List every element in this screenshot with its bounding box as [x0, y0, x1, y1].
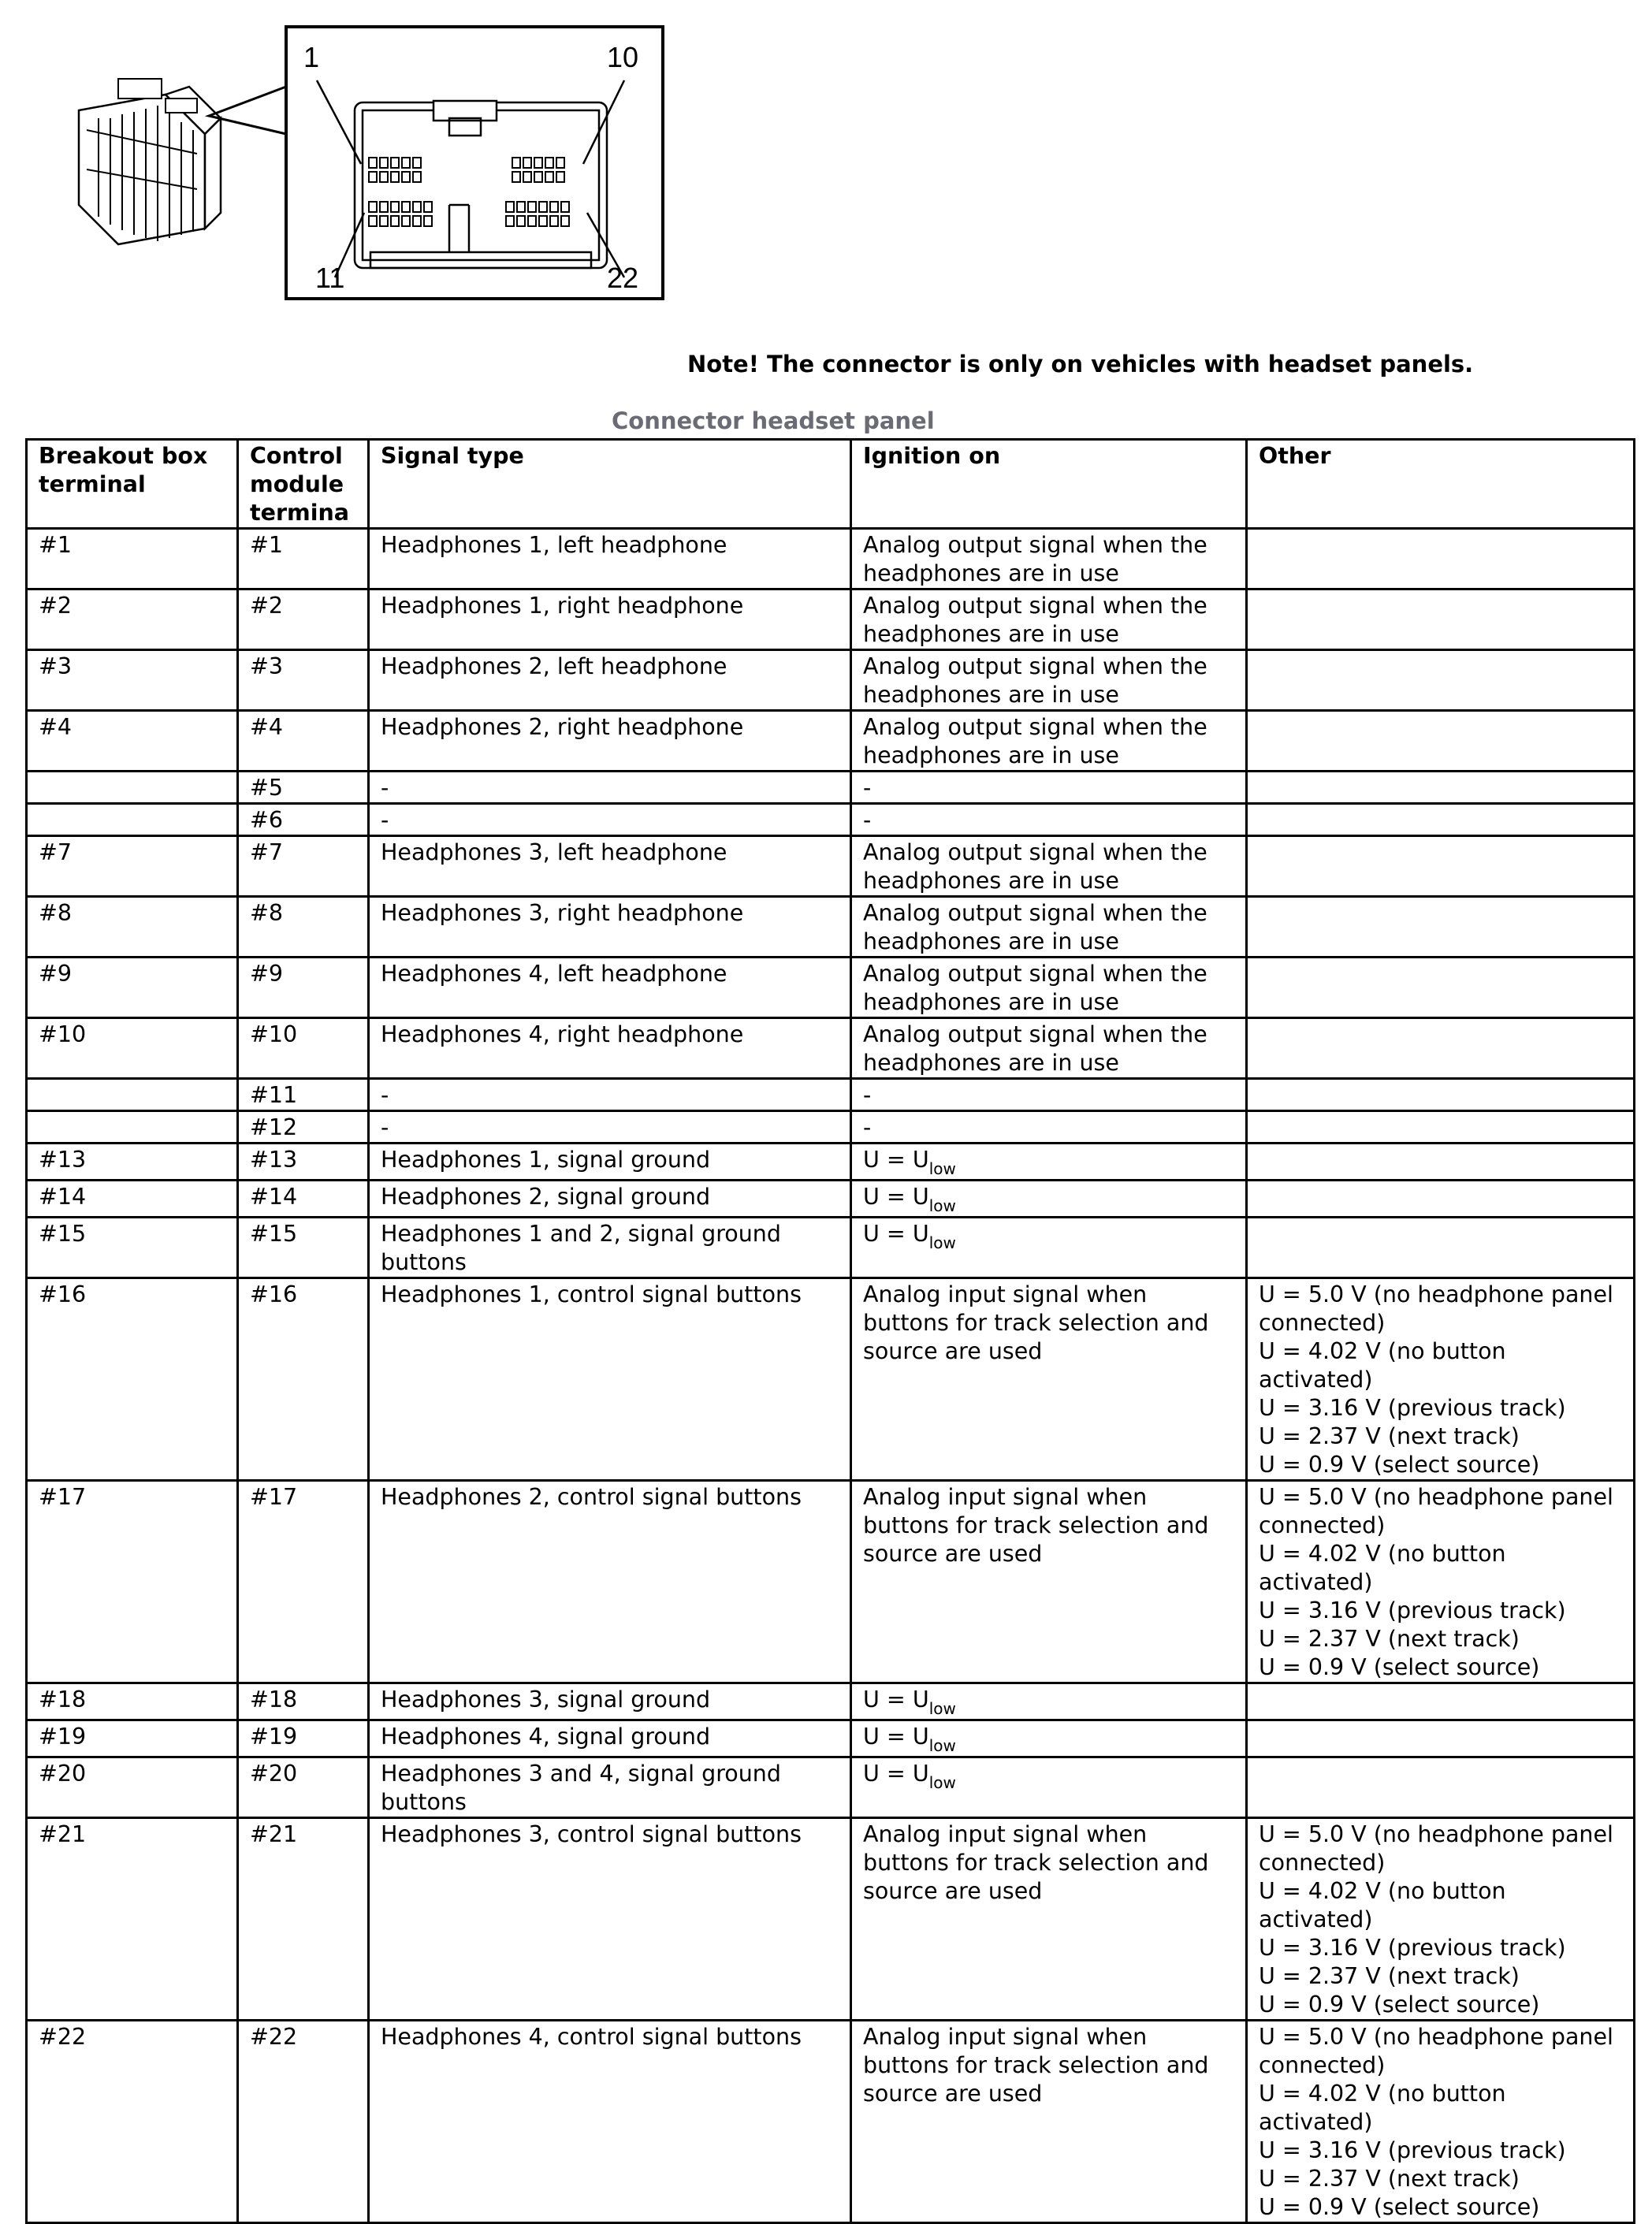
cell-ignition-on: Analog output signal when the headphones are in use — [851, 589, 1247, 650]
pin-cavity — [413, 216, 421, 226]
pin-cavity — [369, 202, 377, 212]
header-breakout-box-terminal: Breakout box terminal — [27, 440, 238, 529]
table-row — [27, 1144, 1635, 1181]
pin-cavity — [556, 172, 564, 182]
other-voltage-line: U = 4.02 V (no button activated) — [1259, 1338, 1506, 1393]
pin-cavity — [523, 158, 531, 168]
cell-signal-type: - — [369, 1111, 851, 1144]
ignition-value: U = U — [863, 1724, 929, 1750]
cell-module-terminal: #15 — [238, 1218, 369, 1278]
cell-breakout-terminal: #8 — [27, 897, 238, 958]
pin-cavity — [545, 158, 553, 168]
ignition-value: U = U — [863, 1761, 929, 1787]
ignition-subscript: low — [928, 1159, 956, 1178]
cell-ignition-on: Analog output signal when the headphones are in use — [851, 529, 1247, 589]
pin-label-22: 22 — [607, 262, 639, 294]
cell-signal-type: Headphones 3 and 4, signal ground buttons — [369, 1757, 851, 1818]
cell-other — [1247, 650, 1635, 711]
pin-cavity — [380, 216, 388, 226]
cell-breakout-terminal: #19 — [27, 1720, 238, 1757]
cell-breakout-terminal: #9 — [27, 958, 238, 1018]
table-row — [27, 1018, 1635, 1079]
pin-cavity — [539, 202, 547, 212]
cell-other — [1247, 1018, 1635, 1079]
other-voltage-line: U = 2.37 V (next track) — [1259, 2166, 1520, 2192]
table-row — [27, 1278, 1635, 1481]
pin-label-1: 1 — [303, 41, 320, 73]
other-voltage-line: U = 3.16 V (previous track) — [1259, 1395, 1566, 1421]
pin-label-11: 11 — [315, 262, 345, 294]
cell-other — [1247, 1481, 1635, 1683]
cell-module-terminal: #2 — [238, 589, 369, 650]
pin-cavity — [517, 216, 525, 226]
cell-other — [1247, 1079, 1635, 1111]
connector-diagram — [63, 24, 678, 307]
cell-signal-type: Headphones 1 and 2, signal ground buttons — [369, 1218, 851, 1278]
cell-module-terminal: #10 — [238, 1018, 369, 1079]
table-header-row — [27, 440, 1635, 529]
cell-other — [1247, 958, 1635, 1018]
pin-cavity — [528, 202, 536, 212]
cell-signal-type: Headphones 2, left headphone — [369, 650, 851, 711]
cell-other — [1247, 836, 1635, 897]
cell-breakout-terminal: #1 — [27, 529, 238, 589]
cell-other — [1247, 1218, 1635, 1278]
cell-signal-type: Headphones 3, control signal buttons — [369, 1818, 851, 2021]
cell-module-terminal: #21 — [238, 1818, 369, 2021]
cell-other — [1247, 897, 1635, 958]
cell-other — [1247, 1818, 1635, 2021]
pin-cavity — [561, 202, 569, 212]
cell-breakout-terminal: #18 — [27, 1683, 238, 1720]
other-voltage-line: U = 4.02 V (no button activated) — [1259, 2081, 1506, 2135]
pin-cavity — [539, 216, 547, 226]
other-voltage-line: U = 0.9 V (select source) — [1259, 1992, 1540, 2018]
pin-cavity — [424, 202, 432, 212]
pin-cavity — [402, 158, 410, 168]
table-row — [27, 958, 1635, 1018]
cell-signal-type: Headphones 3, left headphone — [369, 836, 851, 897]
cell-signal-type: Headphones 3, signal ground — [369, 1683, 851, 1720]
cell-signal-type: Headphones 4, right headphone — [369, 1018, 851, 1079]
pin-cavity — [402, 172, 410, 182]
cell-breakout-terminal — [27, 1079, 238, 1111]
cell-breakout-terminal — [27, 1111, 238, 1144]
cell-signal-type: Headphones 4, control signal buttons — [369, 2021, 851, 2223]
cell-module-terminal: #18 — [238, 1683, 369, 1720]
pin-cavity — [545, 172, 553, 182]
other-voltage-line: U = 0.9 V (select source) — [1259, 1452, 1540, 1478]
cell-module-terminal: #22 — [238, 2021, 369, 2223]
pin-cavity — [528, 216, 536, 226]
pin-cavity — [550, 202, 558, 212]
cell-other — [1247, 1181, 1635, 1218]
ignition-value: U = U — [863, 1687, 929, 1713]
cell-breakout-terminal: #14 — [27, 1181, 238, 1218]
other-voltage-line: U = 2.37 V (next track) — [1259, 1963, 1520, 1989]
cell-other — [1247, 589, 1635, 650]
pin-cavity — [402, 202, 410, 212]
pin-cavity — [550, 216, 558, 226]
table-row — [27, 711, 1635, 772]
cell-ignition-on: Analog output signal when the headphones are in use — [851, 1018, 1247, 1079]
ignition-subscript: low — [928, 1736, 956, 1755]
cell-ignition-on: - — [851, 804, 1247, 836]
pin-cavity — [556, 158, 564, 168]
pin-cavity — [517, 202, 525, 212]
cell-ignition-on: Analog output signal when the headphones are in use — [851, 711, 1247, 772]
other-voltage-line: U = 5.0 V (no headphone panel connected) — [1259, 1281, 1613, 1336]
cell-signal-type: - — [369, 772, 851, 804]
pin-cavity — [413, 172, 421, 182]
other-voltage-line: U = 3.16 V (previous track) — [1259, 2137, 1566, 2163]
pin-cavity — [413, 202, 421, 212]
other-voltage-line: U = 3.16 V (previous track) — [1259, 1597, 1566, 1623]
table-row — [27, 772, 1635, 804]
other-voltage-line: U = 2.37 V (next track) — [1259, 1626, 1520, 1652]
cell-other — [1247, 529, 1635, 589]
cell-other — [1247, 1720, 1635, 1757]
table-row — [27, 650, 1635, 711]
cell-ignition-on: - — [851, 1111, 1247, 1144]
note-text: Note! The connector is only on vehicles with headset panels. — [687, 351, 1474, 377]
cell-other — [1247, 1757, 1635, 1818]
pin-cavity — [413, 158, 421, 168]
cell-breakout-terminal: #2 — [27, 589, 238, 650]
cell-module-terminal: #3 — [238, 650, 369, 711]
cell-ignition-on: Analog input signal when buttons for track selection and source are used — [851, 1818, 1247, 2021]
cell-signal-type: Headphones 1, control signal buttons — [369, 1278, 851, 1481]
cell-ignition-on: Analog input signal when buttons for track selection and source are used — [851, 2021, 1247, 2223]
cell-breakout-terminal: #22 — [27, 2021, 238, 2223]
table-caption: Connector headset panel — [612, 407, 935, 434]
pin-label-10: 10 — [607, 41, 639, 73]
other-voltage-line: U = 5.0 V (no headphone panel connected) — [1259, 1484, 1613, 1538]
cell-ignition-on — [851, 1683, 1247, 1720]
cell-other — [1247, 772, 1635, 804]
table-row — [27, 529, 1635, 589]
pin-cavity — [506, 202, 514, 212]
cell-breakout-terminal — [27, 804, 238, 836]
header-control-module-terminal: Control module termina — [238, 440, 369, 529]
pin-cavity — [380, 158, 388, 168]
cell-breakout-terminal: #3 — [27, 650, 238, 711]
cell-signal-type: Headphones 1, right headphone — [369, 589, 851, 650]
cell-signal-type: Headphones 4, left headphone — [369, 958, 851, 1018]
pin-cavity — [506, 216, 514, 226]
cell-ignition-on — [851, 1144, 1247, 1181]
pin-cavity — [391, 202, 399, 212]
cell-breakout-terminal: #10 — [27, 1018, 238, 1079]
pin-cavity — [391, 216, 399, 226]
cell-other — [1247, 711, 1635, 772]
cell-signal-type: Headphones 2, control signal buttons — [369, 1481, 851, 1683]
cell-module-terminal: #19 — [238, 1720, 369, 1757]
cell-module-terminal: #16 — [238, 1278, 369, 1481]
cell-breakout-terminal: #13 — [27, 1144, 238, 1181]
cell-breakout-terminal: #20 — [27, 1757, 238, 1818]
cell-breakout-terminal: #4 — [27, 711, 238, 772]
pin-cavity — [402, 216, 410, 226]
table-row — [27, 1818, 1635, 2021]
table-row — [27, 1218, 1635, 1278]
other-voltage-line: U = 0.9 V (select source) — [1259, 1654, 1540, 1680]
cell-other — [1247, 1111, 1635, 1144]
cell-module-terminal: #13 — [238, 1144, 369, 1181]
cell-signal-type: Headphones 1, signal ground — [369, 1144, 851, 1181]
cell-breakout-terminal — [27, 772, 238, 804]
table-row — [27, 804, 1635, 836]
cell-module-terminal: #4 — [238, 711, 369, 772]
table-row — [27, 1757, 1635, 1818]
cell-ignition-on — [851, 1757, 1247, 1818]
table-row — [27, 1181, 1635, 1218]
pin-cavity — [561, 216, 569, 226]
cell-breakout-terminal: #16 — [27, 1278, 238, 1481]
cell-breakout-terminal: #7 — [27, 836, 238, 897]
cell-module-terminal: #5 — [238, 772, 369, 804]
table-row — [27, 1481, 1635, 1683]
pin-cavity — [512, 172, 520, 182]
cell-ignition-on — [851, 1181, 1247, 1218]
cell-module-terminal: #1 — [238, 529, 369, 589]
cell-signal-type: Headphones 2, right headphone — [369, 711, 851, 772]
cell-other — [1247, 1144, 1635, 1181]
pin-cavity — [391, 158, 399, 168]
pin-cavity — [424, 216, 432, 226]
cell-signal-type: Headphones 3, right headphone — [369, 897, 851, 958]
cell-other — [1247, 1683, 1635, 1720]
cell-ignition-on: - — [851, 1079, 1247, 1111]
ignition-subscript: low — [928, 1233, 956, 1252]
ignition-subscript: low — [928, 1773, 956, 1792]
cell-breakout-terminal: #15 — [27, 1218, 238, 1278]
cell-signal-type: - — [369, 804, 851, 836]
cell-module-terminal: #11 — [238, 1079, 369, 1111]
table-row — [27, 1079, 1635, 1111]
cell-other — [1247, 2021, 1635, 2223]
cell-module-terminal: #6 — [238, 804, 369, 836]
table-row — [27, 1720, 1635, 1757]
pin-cavity — [369, 158, 377, 168]
connector-pin-table — [25, 438, 1635, 2224]
connector-3d-icon — [79, 79, 221, 244]
pin-cavity — [369, 172, 377, 182]
other-voltage-line: U = 4.02 V (no button activated) — [1259, 1878, 1506, 1932]
table-row — [27, 836, 1635, 897]
cell-module-terminal: #20 — [238, 1757, 369, 1818]
cell-ignition-on: Analog output signal when the headphones are in use — [851, 650, 1247, 711]
other-voltage-line: U = 0.9 V (select source) — [1259, 2194, 1540, 2220]
pin-cavity — [523, 172, 531, 182]
cell-module-terminal: #14 — [238, 1181, 369, 1218]
header-other: Other — [1247, 440, 1635, 529]
cell-module-terminal: #7 — [238, 836, 369, 897]
other-voltage-line: U = 4.02 V (no button activated) — [1259, 1541, 1506, 1595]
cell-ignition-on: Analog input signal when buttons for track selection and source are used — [851, 1481, 1247, 1683]
cell-signal-type: Headphones 1, left headphone — [369, 529, 851, 589]
table-row — [27, 2021, 1635, 2223]
header-ignition-on: Ignition on — [851, 440, 1247, 529]
cell-ignition-on: Analog output signal when the headphones are in use — [851, 897, 1247, 958]
table-row — [27, 897, 1635, 958]
cell-module-terminal: #9 — [238, 958, 369, 1018]
cell-module-terminal: #8 — [238, 897, 369, 958]
cell-ignition-on: - — [851, 772, 1247, 804]
cell-ignition-on — [851, 1218, 1247, 1278]
ignition-value: U = U — [863, 1147, 929, 1173]
pin-cavity — [391, 172, 399, 182]
cell-signal-type: Headphones 4, signal ground — [369, 1720, 851, 1757]
table-row — [27, 1111, 1635, 1144]
header-signal-type: Signal type — [369, 440, 851, 529]
cell-signal-type: - — [369, 1079, 851, 1111]
ignition-value: U = U — [863, 1184, 929, 1210]
cell-ignition-on: Analog output signal when the headphones are in use — [851, 958, 1247, 1018]
cell-breakout-terminal: #17 — [27, 1481, 238, 1683]
other-voltage-line: U = 2.37 V (next track) — [1259, 1423, 1520, 1449]
cell-module-terminal: #12 — [238, 1111, 369, 1144]
other-voltage-line: U = 5.0 V (no headphone panel connected) — [1259, 2024, 1613, 2078]
pin-cavity — [380, 202, 388, 212]
pin-cavity — [534, 172, 542, 182]
pin-cavity — [369, 216, 377, 226]
table-row — [27, 1683, 1635, 1720]
ignition-subscript: low — [928, 1196, 956, 1215]
ignition-subscript: low — [928, 1699, 956, 1718]
other-voltage-line: U = 3.16 V (previous track) — [1259, 1935, 1566, 1961]
other-voltage-line: U = 5.0 V (no headphone panel connected) — [1259, 1821, 1613, 1876]
cell-breakout-terminal: #21 — [27, 1818, 238, 2021]
pin-cavity — [512, 158, 520, 168]
cell-ignition-on: Analog input signal when buttons for track selection and source are used — [851, 1278, 1247, 1481]
cell-ignition-on — [851, 1720, 1247, 1757]
cell-signal-type: Headphones 2, signal ground — [369, 1181, 851, 1218]
ignition-value: U = U — [863, 1221, 929, 1247]
cell-ignition-on: Analog output signal when the headphones are in use — [851, 836, 1247, 897]
pin-cavity — [534, 158, 542, 168]
pin-cavity — [380, 172, 388, 182]
cell-other — [1247, 1278, 1635, 1481]
cell-module-terminal: #17 — [238, 1481, 369, 1683]
cell-other — [1247, 804, 1635, 836]
table-row — [27, 589, 1635, 650]
